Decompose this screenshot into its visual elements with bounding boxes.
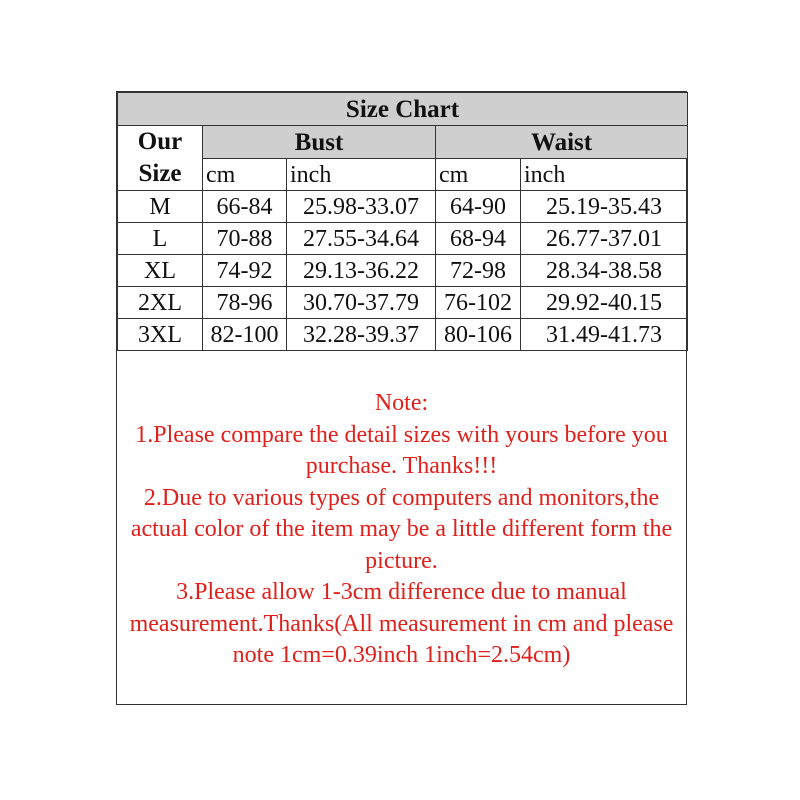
bust-cm-cell: 74-92 [203,255,287,287]
waist-inch-cell: 29.92-40.15 [521,287,688,319]
note-heading: Note: [374,390,429,416]
waist-cm-cell: 76-102 [436,287,521,319]
title-row [118,93,688,126]
bust-inch-unit: inch [287,159,436,191]
bust-inch-cell: 25.98-33.07 [287,191,436,223]
note-line: 1.Please compare the detail sizes with yours before you [135,421,668,448]
waist-header: Waist [436,126,688,159]
note-line: actual color of the item may be a little different form the [130,516,673,542]
waist-inch-unit: inch [521,159,688,191]
size-cell: 3XL [118,319,203,351]
size-chart-title: Size Chart [118,93,688,126]
unit-header-row [118,159,688,191]
size-cell: L [118,223,203,255]
note-line: 2.Due to various types of computers and monitors,the [143,484,660,511]
waist-cm-unit: cm [436,159,521,191]
waist-inch-cell: 25.19-35.43 [521,191,688,223]
bust-inch-cell: 32.28-39.37 [287,319,436,351]
note-line: note 1cm=0.39inch 1inch=2.54cm) [232,642,571,668]
group-header-row [118,126,688,159]
waist-cm-cell: 72-98 [436,255,521,287]
note-line: picture. [365,547,438,574]
bust-inch-cell: 27.55-34.64 [287,223,436,255]
notes-block [117,388,686,672]
our-size-line1: Our [137,128,183,155]
table-row [118,255,688,287]
waist-inch-cell: 31.49-41.73 [521,319,688,351]
waist-cm-cell: 80-106 [436,319,521,351]
bust-cm-cell: 70-88 [203,223,287,255]
waist-inch-cell: 26.77-37.01 [521,223,688,255]
table-row [118,287,688,319]
size-cell: XL [118,255,203,287]
bust-header: Bust [203,126,436,159]
our-size-line2: Size [138,160,182,187]
size-cell: 2XL [118,287,203,319]
note-line: 3.Please allow 1-3cm difference due to manual [176,579,627,605]
bust-inch-cell: 29.13-36.22 [287,255,436,287]
size-cell: M [118,191,203,223]
bust-cm-unit: cm [203,159,287,191]
waist-cm-cell: 64-90 [436,191,521,223]
table-row [118,319,688,351]
size-chart-sheet [116,91,687,705]
our-size-header [118,126,203,191]
waist-inch-cell: 28.34-38.58 [521,255,688,287]
table-row [118,191,688,223]
bust-cm-cell: 82-100 [203,319,287,351]
table-row [118,223,688,255]
bust-cm-cell: 66-84 [203,191,287,223]
size-chart-table [117,92,688,351]
note-line: purchase. Thanks!!! [305,453,498,479]
bust-inch-cell: 30.70-37.79 [287,287,436,319]
note-line: measurement.Thanks(All measurement in cm and please [129,610,674,637]
bust-cm-cell: 78-96 [203,287,287,319]
waist-cm-cell: 68-94 [436,223,521,255]
